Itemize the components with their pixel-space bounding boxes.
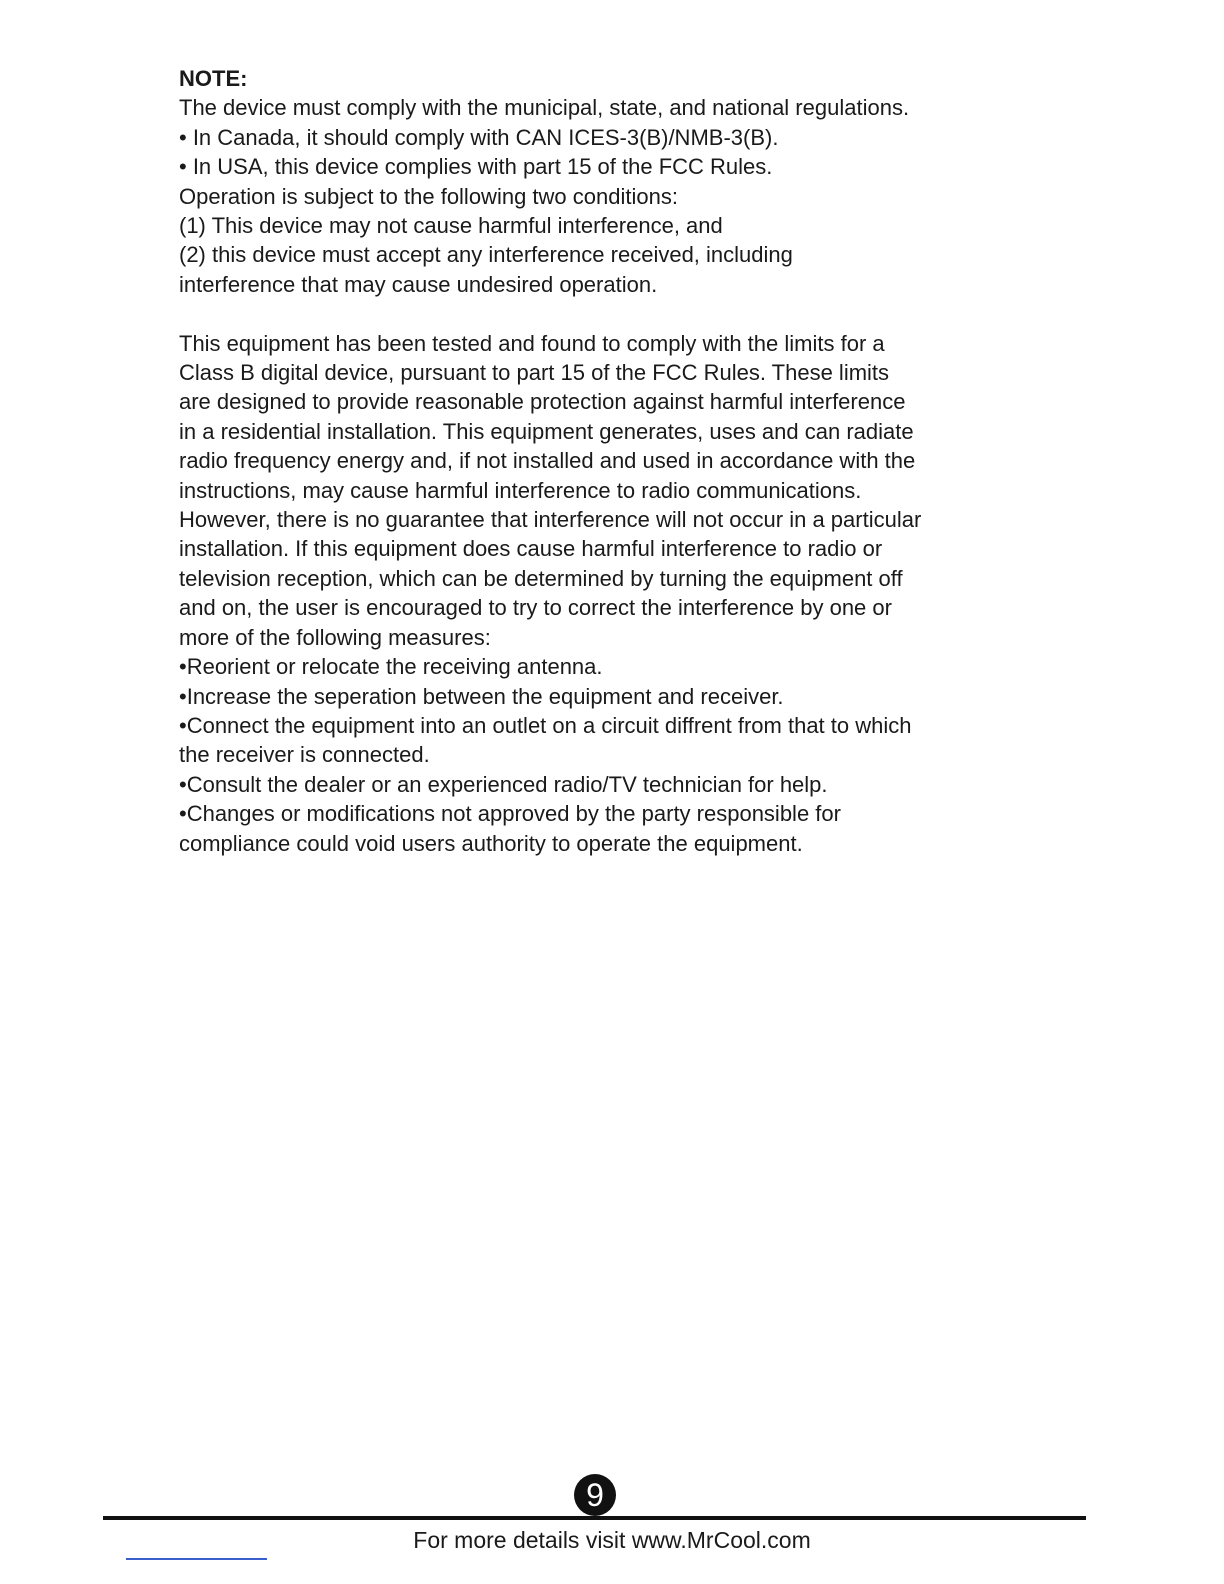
- fcc-line: •Reorient or relocate the receiving antenna.: [179, 654, 603, 680]
- fcc-line: However, there is no guarantee that interference will not occur in a particular: [179, 507, 922, 533]
- footer-divider: [103, 1516, 1086, 1520]
- note-line: interference that may cause undesired operation.: [179, 271, 658, 297]
- fcc-line: This equipment has been tested and found to comply with the limits for a: [179, 330, 885, 356]
- fcc-line: television reception, which can be determined by turning the equipment off: [179, 565, 903, 591]
- note-heading: NOTE:: [179, 66, 248, 91]
- fcc-line: •Increase the seperation between the equipment and receiver.: [179, 683, 784, 709]
- page-content: [179, 64, 1079, 858]
- fcc-line: are designed to provide reasonable protection against harmful interference: [179, 389, 906, 415]
- footer-website-text: For more details visit www.MrCool.com: [413, 1527, 811, 1553]
- fcc-paragraph: [179, 329, 1079, 858]
- fcc-line: installation. If this equipment does cause harmful interference to radio or: [179, 536, 883, 562]
- fcc-line: radio frequency energy and, if not installed and used in accordance with the: [179, 448, 916, 474]
- fcc-line: •Connect the equipment into an outlet on a circuit diffrent from that to which: [179, 712, 912, 738]
- page-number-badge: 9: [574, 1474, 616, 1516]
- footer-link-underline: [126, 1558, 267, 1560]
- note-line: The device must comply with the municipal, state, and national regulations.: [179, 95, 910, 121]
- note-line: • In USA, this device complies with part 15 of the FCC Rules.: [179, 154, 773, 180]
- fcc-line: more of the following measures:: [179, 624, 491, 650]
- note-line: • In Canada, it should comply with CAN ICES-3(B)/NMB-3(B).: [179, 124, 779, 150]
- note-paragraph: [179, 93, 1079, 299]
- fcc-line: compliance could void users authority to operate the equipment.: [179, 830, 803, 856]
- note-line: (2) this device must accept any interference received, including: [179, 242, 793, 268]
- fcc-line: the receiver is connected.: [179, 742, 430, 768]
- paragraph-gap: [179, 299, 1079, 328]
- fcc-line: Class B digital device, pursuant to part 15 of the FCC Rules. These limits: [179, 360, 890, 386]
- fcc-line: instructions, may cause harmful interference to radio communications.: [179, 477, 862, 503]
- fcc-line: and on, the user is encouraged to try to correct the interference by one or: [179, 595, 892, 621]
- fcc-line: •Consult the dealer or an experienced radio/TV technician for help.: [179, 771, 828, 797]
- fcc-line: •Changes or modifications not approved by the party responsible for: [179, 801, 841, 827]
- note-line: Operation is subject to the following two conditions:: [179, 183, 678, 209]
- fcc-line: in a residential installation. This equipment generates, uses and can radiate: [179, 418, 914, 444]
- note-line: (1) This device may not cause harmful interference, and: [179, 213, 723, 239]
